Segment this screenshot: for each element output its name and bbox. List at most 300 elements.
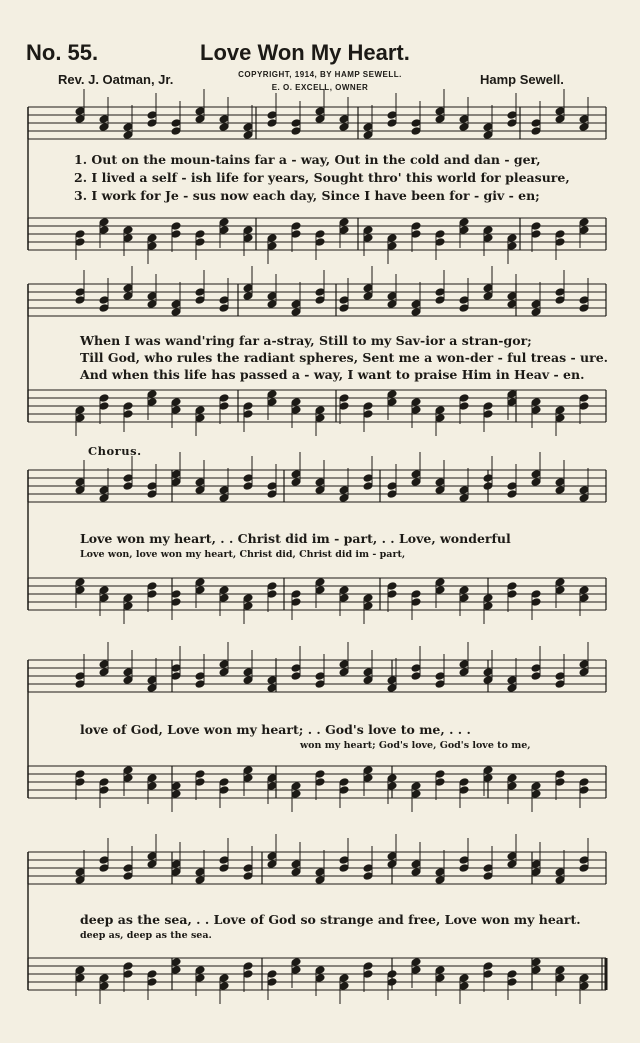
note-head bbox=[411, 664, 421, 673]
chorus-line-2: love of God, Love won my heart; . . God's love to me, . . . bbox=[80, 722, 471, 737]
note-head bbox=[483, 410, 493, 419]
note-head bbox=[291, 590, 301, 599]
note-head bbox=[123, 474, 133, 483]
note-head bbox=[411, 300, 421, 309]
note-head bbox=[75, 414, 85, 423]
note-head bbox=[75, 478, 85, 487]
note-head bbox=[459, 394, 469, 403]
note-head bbox=[75, 115, 85, 124]
note-head bbox=[411, 119, 421, 128]
note-head bbox=[531, 300, 541, 309]
note-head bbox=[219, 660, 229, 669]
note-head bbox=[339, 304, 349, 313]
note-head bbox=[267, 582, 277, 591]
note-head bbox=[531, 598, 541, 607]
note-head bbox=[579, 974, 589, 983]
note-head bbox=[339, 856, 349, 865]
note-head bbox=[75, 966, 85, 975]
note-head bbox=[123, 668, 133, 677]
note-head bbox=[219, 982, 229, 991]
note-head bbox=[147, 774, 157, 783]
note-head bbox=[267, 300, 277, 309]
note-head bbox=[459, 494, 469, 503]
note-head bbox=[555, 770, 565, 779]
note-head bbox=[363, 872, 373, 881]
note-head bbox=[363, 668, 373, 677]
note-head bbox=[363, 234, 373, 243]
note-head bbox=[195, 296, 205, 305]
note-head bbox=[579, 494, 589, 503]
note-head bbox=[363, 676, 373, 685]
note-head bbox=[195, 230, 205, 239]
note-head bbox=[555, 288, 565, 297]
note-head bbox=[195, 770, 205, 779]
note-head bbox=[219, 668, 229, 677]
note-head bbox=[459, 668, 469, 677]
note-head bbox=[195, 586, 205, 595]
note-head bbox=[147, 111, 157, 120]
note-head bbox=[411, 308, 421, 317]
note-head bbox=[435, 672, 445, 681]
note-head bbox=[531, 664, 541, 673]
note-head bbox=[99, 786, 109, 795]
note-head bbox=[387, 852, 397, 861]
note-head bbox=[387, 490, 397, 499]
note-head bbox=[315, 966, 325, 975]
note-head bbox=[291, 127, 301, 136]
note-head bbox=[147, 292, 157, 301]
note-head bbox=[291, 966, 301, 975]
note-head bbox=[147, 582, 157, 591]
note-head bbox=[291, 860, 301, 869]
note-head bbox=[339, 778, 349, 787]
note-head bbox=[147, 490, 157, 499]
note-head bbox=[123, 676, 133, 685]
note-head bbox=[531, 127, 541, 136]
note-head bbox=[387, 390, 397, 399]
note-head bbox=[507, 234, 517, 243]
note-head bbox=[339, 668, 349, 677]
note-head bbox=[267, 242, 277, 251]
note-head bbox=[147, 300, 157, 309]
note-head bbox=[435, 680, 445, 689]
note-head bbox=[243, 962, 253, 971]
note-head bbox=[219, 494, 229, 503]
note-head bbox=[315, 586, 325, 595]
note-head bbox=[507, 970, 517, 979]
owner-line: E. O. EXCELL, OWNER bbox=[271, 83, 369, 92]
note-head bbox=[411, 470, 421, 479]
note-head bbox=[219, 296, 229, 305]
note-head bbox=[579, 982, 589, 991]
note-head bbox=[411, 590, 421, 599]
note-head bbox=[75, 778, 85, 787]
note-head bbox=[411, 966, 421, 975]
note-head bbox=[363, 962, 373, 971]
note-head bbox=[195, 115, 205, 124]
note-head bbox=[147, 482, 157, 491]
note-head bbox=[291, 308, 301, 317]
note-head bbox=[507, 482, 517, 491]
note-head bbox=[579, 594, 589, 603]
note-head bbox=[531, 308, 541, 317]
note-head bbox=[243, 864, 253, 873]
note-head bbox=[435, 486, 445, 495]
note-head bbox=[555, 672, 565, 681]
note-head bbox=[315, 778, 325, 787]
note-head bbox=[531, 406, 541, 415]
note-head bbox=[195, 672, 205, 681]
note-head bbox=[195, 680, 205, 689]
note-head bbox=[243, 602, 253, 611]
note-head bbox=[99, 296, 109, 305]
note-head bbox=[483, 602, 493, 611]
note-head bbox=[123, 594, 133, 603]
note-head bbox=[363, 410, 373, 419]
note-head bbox=[243, 482, 253, 491]
note-head bbox=[267, 590, 277, 599]
note-head bbox=[219, 486, 229, 495]
note-head bbox=[411, 868, 421, 877]
note-head bbox=[483, 962, 493, 971]
note-head bbox=[555, 486, 565, 495]
note-head bbox=[75, 296, 85, 305]
lyricist: Rev. J. Oatman, Jr. bbox=[58, 72, 174, 87]
note-head bbox=[195, 414, 205, 423]
note-head bbox=[291, 230, 301, 239]
note-head bbox=[99, 660, 109, 669]
note-head bbox=[579, 394, 589, 403]
note-head bbox=[459, 864, 469, 873]
note-head bbox=[363, 226, 373, 235]
note-head bbox=[315, 680, 325, 689]
note-head bbox=[171, 300, 181, 309]
note-head bbox=[579, 668, 589, 677]
note-head bbox=[75, 868, 85, 877]
note-head bbox=[123, 131, 133, 140]
note-head bbox=[219, 115, 229, 124]
note-head bbox=[555, 230, 565, 239]
note-head bbox=[459, 982, 469, 991]
note-head bbox=[315, 406, 325, 415]
note-head bbox=[339, 115, 349, 124]
note-head bbox=[483, 226, 493, 235]
note-head bbox=[387, 300, 397, 309]
note-head bbox=[579, 402, 589, 411]
note-head bbox=[363, 292, 373, 301]
note-head bbox=[339, 226, 349, 235]
note-head bbox=[459, 115, 469, 124]
note-head bbox=[219, 218, 229, 227]
note-head bbox=[411, 478, 421, 487]
note-head bbox=[75, 770, 85, 779]
note-head bbox=[459, 486, 469, 495]
note-head bbox=[267, 490, 277, 499]
note-head bbox=[291, 868, 301, 877]
note-head bbox=[387, 684, 397, 693]
note-head bbox=[507, 582, 517, 591]
note-head bbox=[243, 676, 253, 685]
note-head bbox=[339, 786, 349, 795]
note-head bbox=[291, 300, 301, 309]
note-head bbox=[531, 119, 541, 128]
note-head bbox=[459, 304, 469, 313]
note-head bbox=[579, 486, 589, 495]
note-head bbox=[99, 394, 109, 403]
note-head bbox=[195, 238, 205, 247]
note-head bbox=[483, 970, 493, 979]
note-head bbox=[267, 111, 277, 120]
note-head bbox=[75, 578, 85, 587]
note-head bbox=[507, 490, 517, 499]
note-head bbox=[555, 296, 565, 305]
note-head bbox=[531, 672, 541, 681]
note-head bbox=[339, 218, 349, 227]
note-head bbox=[243, 234, 253, 243]
note-head bbox=[459, 660, 469, 669]
note-head bbox=[75, 876, 85, 885]
note-head bbox=[219, 402, 229, 411]
note-head bbox=[99, 594, 109, 603]
note-head bbox=[555, 586, 565, 595]
note-head bbox=[99, 218, 109, 227]
note-head bbox=[315, 868, 325, 877]
note-head bbox=[195, 107, 205, 116]
note-head bbox=[147, 782, 157, 791]
note-head bbox=[99, 668, 109, 677]
note-head bbox=[291, 782, 301, 791]
note-head bbox=[171, 308, 181, 317]
note-head bbox=[267, 119, 277, 128]
note-head bbox=[75, 974, 85, 983]
note-head bbox=[579, 123, 589, 132]
note-head bbox=[147, 242, 157, 251]
note-head bbox=[267, 390, 277, 399]
note-head bbox=[579, 296, 589, 305]
note-head bbox=[123, 766, 133, 775]
verse-2-line-2: Till God, who rules the radiant spheres, Sent me a won-der - ful treas - ure. bbox=[80, 350, 609, 365]
note-head bbox=[339, 296, 349, 305]
note-head bbox=[435, 115, 445, 124]
note-head bbox=[483, 131, 493, 140]
note-head bbox=[75, 406, 85, 415]
note-head bbox=[555, 414, 565, 423]
note-head bbox=[195, 876, 205, 885]
note-head bbox=[315, 414, 325, 423]
note-head bbox=[483, 864, 493, 873]
note-head bbox=[387, 978, 397, 987]
note-head bbox=[75, 238, 85, 247]
note-head bbox=[315, 478, 325, 487]
note-head bbox=[411, 782, 421, 791]
note-head bbox=[147, 852, 157, 861]
note-head bbox=[339, 486, 349, 495]
note-head bbox=[123, 292, 133, 301]
note-head bbox=[219, 586, 229, 595]
note-head bbox=[459, 123, 469, 132]
note-head bbox=[291, 119, 301, 128]
note-head bbox=[171, 127, 181, 136]
note-head bbox=[195, 288, 205, 297]
note-head bbox=[459, 778, 469, 787]
note-head bbox=[579, 115, 589, 124]
note-head bbox=[435, 414, 445, 423]
note-head bbox=[243, 410, 253, 419]
note-head bbox=[507, 684, 517, 693]
note-head bbox=[75, 486, 85, 495]
note-head bbox=[99, 115, 109, 124]
note-head bbox=[579, 778, 589, 787]
note-head bbox=[99, 974, 109, 983]
note-head bbox=[219, 304, 229, 313]
note-head bbox=[363, 594, 373, 603]
note-head bbox=[363, 970, 373, 979]
note-head bbox=[579, 660, 589, 669]
note-head bbox=[555, 107, 565, 116]
note-head bbox=[339, 402, 349, 411]
note-head bbox=[75, 230, 85, 239]
chorus-line-3-alto: deep as, deep as the sea. bbox=[80, 930, 212, 941]
copyright-line: COPYRIGHT, 1914, BY HAMP SEWELL. bbox=[238, 70, 402, 79]
note-head bbox=[435, 406, 445, 415]
note-head bbox=[435, 876, 445, 885]
note-head bbox=[75, 672, 85, 681]
note-head bbox=[243, 131, 253, 140]
note-head bbox=[459, 402, 469, 411]
verse-3-line-2: And when this life has passed a - way, I want to praise Him in Heav - en. bbox=[80, 367, 585, 382]
note-head bbox=[459, 586, 469, 595]
note-head bbox=[507, 774, 517, 783]
note-head bbox=[435, 107, 445, 116]
note-head bbox=[387, 676, 397, 685]
note-head bbox=[483, 284, 493, 293]
note-head bbox=[363, 402, 373, 411]
note-head bbox=[339, 982, 349, 991]
verse-1-line-2: When I was wand'ring far a-stray, Still to my Sav-ior a stran-gor; bbox=[80, 333, 532, 348]
note-head bbox=[219, 594, 229, 603]
note-head bbox=[315, 115, 325, 124]
note-head bbox=[483, 482, 493, 491]
note-head bbox=[363, 774, 373, 783]
note-head bbox=[363, 474, 373, 483]
note-head bbox=[507, 676, 517, 685]
note-head bbox=[99, 226, 109, 235]
note-head bbox=[291, 478, 301, 487]
note-head bbox=[579, 586, 589, 595]
note-head bbox=[555, 974, 565, 983]
note-head bbox=[99, 486, 109, 495]
note-head bbox=[99, 494, 109, 503]
note-head bbox=[219, 778, 229, 787]
note-head bbox=[387, 292, 397, 301]
note-head bbox=[555, 238, 565, 247]
note-head bbox=[291, 398, 301, 407]
note-head bbox=[483, 123, 493, 132]
note-head bbox=[555, 406, 565, 415]
composer: Hamp Sewell. bbox=[480, 72, 564, 87]
note-head bbox=[411, 406, 421, 415]
note-head bbox=[435, 296, 445, 305]
note-head bbox=[195, 578, 205, 587]
note-head bbox=[507, 111, 517, 120]
note-head bbox=[579, 226, 589, 235]
note-head bbox=[99, 586, 109, 595]
chorus-line-1: Love won my heart, . . Christ did im - part, . . Love, wonderful bbox=[80, 531, 511, 546]
note-head bbox=[315, 578, 325, 587]
note-head bbox=[459, 226, 469, 235]
note-head bbox=[123, 226, 133, 235]
note-head bbox=[531, 470, 541, 479]
note-head bbox=[195, 486, 205, 495]
note-head bbox=[387, 970, 397, 979]
note-head bbox=[387, 398, 397, 407]
note-head bbox=[363, 284, 373, 293]
note-head bbox=[147, 684, 157, 693]
note-head bbox=[507, 590, 517, 599]
note-head bbox=[123, 402, 133, 411]
note-head bbox=[411, 672, 421, 681]
note-head bbox=[507, 119, 517, 128]
note-head bbox=[123, 234, 133, 243]
note-head bbox=[483, 234, 493, 243]
note-head bbox=[243, 402, 253, 411]
note-head bbox=[411, 598, 421, 607]
note-head bbox=[339, 394, 349, 403]
note-head bbox=[579, 856, 589, 865]
note-head bbox=[291, 222, 301, 231]
note-head bbox=[363, 602, 373, 611]
note-head bbox=[315, 770, 325, 779]
note-head bbox=[195, 868, 205, 877]
note-head bbox=[483, 402, 493, 411]
note-head bbox=[267, 860, 277, 869]
note-head bbox=[219, 394, 229, 403]
note-head bbox=[411, 958, 421, 967]
note-head bbox=[243, 774, 253, 783]
note-head bbox=[435, 868, 445, 877]
note-head bbox=[579, 304, 589, 313]
note-head bbox=[147, 390, 157, 399]
note-head bbox=[411, 222, 421, 231]
note-head bbox=[75, 288, 85, 297]
note-head bbox=[315, 296, 325, 305]
note-head bbox=[435, 238, 445, 247]
note-head bbox=[531, 782, 541, 791]
note-head bbox=[291, 672, 301, 681]
note-head bbox=[123, 864, 133, 873]
note-head bbox=[219, 226, 229, 235]
note-head bbox=[435, 770, 445, 779]
note-head bbox=[483, 766, 493, 775]
note-head bbox=[411, 230, 421, 239]
note-head bbox=[579, 864, 589, 873]
note-head bbox=[195, 478, 205, 487]
note-head bbox=[291, 664, 301, 673]
note-head bbox=[315, 238, 325, 247]
note-head bbox=[387, 242, 397, 251]
note-head bbox=[483, 474, 493, 483]
note-head bbox=[123, 872, 133, 881]
note-head bbox=[555, 115, 565, 124]
note-head bbox=[387, 860, 397, 869]
note-head bbox=[147, 590, 157, 599]
note-head bbox=[579, 786, 589, 795]
note-head bbox=[363, 131, 373, 140]
note-head bbox=[99, 864, 109, 873]
note-head bbox=[267, 852, 277, 861]
note-head bbox=[387, 234, 397, 243]
note-head bbox=[339, 123, 349, 132]
